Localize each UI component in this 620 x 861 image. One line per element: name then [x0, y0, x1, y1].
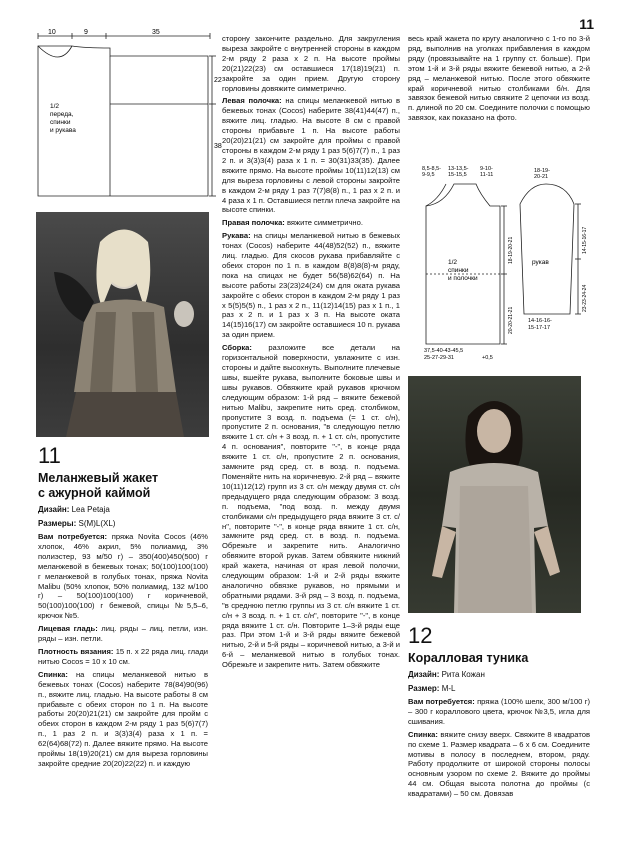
svg-text:18-19-20-21: 18-19-20-21	[508, 236, 514, 264]
project12-column	[408, 624, 590, 856]
size-line: Размер: M-L	[408, 684, 456, 693]
materials-paragraph: Вам потребуется: пряжа Novita Cocos (46% хлопок, 46% акрил, 5% полиамид, 3% полиэстер, 93 м/50 г) – 350(400)450(500) г меланжевой в бежевых тонах; 50(100)100(100) г меланжевой в голубых тонах, пряжа Novita Malibu (50% хлопок, 50% полиамид, 132 м/100 г) – 50(100)100(100) г коричневой, 50(100)100(100) г бежевой, спицы №5,5–6, крючок №5.	[38, 532, 208, 621]
project-title: Меланжевый жакет с ажурной каймой	[38, 471, 159, 500]
left-front-paragraph: Левая полочка: на спицы меланжевой нитью в бежевых тонах (Cocos) наберите 38(41)44(47) п., вяжите лиц. гладью. На высоте 8 см с правой стороны прибавьте 1 п. На высоте работы 20(20)21(21) см закройте для проймы с правой стороны в каждом 2-м ряду 1 раз 5(6)7(7) п., 1 раз 2 п. и 3(3)3(4) раза х 1 п. = 30(31)33(35). Далее вяжите прямо. На высоте проймы 10(11)12(13) см для выреза горловины с левой стороны закройте в каждом 2-м ряду 1 раз 7(7)8(8) п., 1 раз х 2 п. и 4 раза х 1 п. Оставшиеся петли плеча закройте на высоте спинки.	[222, 96, 400, 215]
svg-text:8,5-8,5-: 8,5-8,5-	[422, 166, 441, 172]
svg-text:13-13,5-: 13-13,5-	[448, 166, 469, 172]
svg-text:23-23-24-24: 23-23-24-24	[582, 284, 588, 312]
dim-label: 38	[214, 143, 222, 150]
svg-text:1/2: 1/2	[448, 259, 458, 266]
schema-label: 1/2	[50, 103, 60, 110]
designer-line: Дизайн: Lea Petaja	[38, 505, 110, 514]
instructions-column	[222, 34, 400, 854]
back-paragraph: Спинка: на спицы меланжевой нитью в бежевых тонах (Cocos) наберите 78(84)90(96) п., вяжите лиц. гладью. На высоте работы 8 см прибавьте с обеих сторон по 1 п. На высоте работы 20(20)21(21) см закройте для пройм с обеих сторон в каждом 2-м ряду 1 раз 5(6)7(7) п., 1 раз 2 п. и 3(3)3(4) раза х 1 п. = 62(64)68(72) п. Далее вяжите прямо. На высоте проймы 18(19)20(21) см для выреза горловины закройте средние 20(20)22(22) п. и каждую	[38, 669, 208, 768]
svg-text:25-27-29-31: 25-27-29-31	[424, 355, 454, 361]
sizes-line: Размеры: S(M)L(XL)	[38, 519, 116, 528]
right-front-paragraph: Правая полочка: вяжите симметрично.	[222, 218, 363, 228]
materials-paragraph: Вам потребуется: пряжа (100% шелк, 300 м/100 г) – 300 г кораллового цвета, крючок №3,5, игла для сшивания.	[408, 697, 590, 726]
svg-text:37,5-40-43-45,5: 37,5-40-43-45,5	[424, 348, 464, 354]
finishing-column	[408, 34, 590, 162]
svg-text:и полочки: и полочки	[448, 275, 478, 282]
svg-text:15-15,5: 15-15,5	[448, 172, 467, 178]
finishing-paragraph: весь край жакета по кругу аналогично с 1-го по 3-й ряд, выполнив на уголках прибавления в каждом ряду (провязывайте на 1 группу ст. больше). При этом 1-й и 3-й ряды вяжите бежевой нитью, а 2-й ряд – меланжевой нитью. После этого обвяжите край коричневой нитью столбиками б/н. Для завязок бежевой нитью свяжите 2 цепочки из возд. п. длиной по 20 см. Соедините полочки с помощью завязок, как показано на фото.	[408, 34, 590, 123]
svg-text:9-10-: 9-10-	[480, 166, 493, 172]
page-number: 11	[579, 16, 594, 32]
svg-text:18-19-: 18-19-	[534, 168, 550, 174]
project-title: Коралловая туника	[408, 651, 529, 665]
svg-text:20-21: 20-21	[534, 174, 549, 180]
pattern-schema-front-back-sleeve	[30, 28, 225, 200]
dim-label: 35	[152, 29, 160, 36]
svg-text:15-17-17: 15-17-17	[528, 325, 551, 331]
back-paragraph: Спинка: вяжите снизу вверх. Свяжите 8 квадратов по схеме 1. Размер квадрата – 6 х 6 см. Соедините мотивы в полосу в последнем, втором, ряду. Работу продолжите от широкой стороны полосы основным узором по схеме 2. Вяжите до проймы 44 см. Общая высота полотна до проймы (с квадратами) – 50 см. Довязав	[408, 729, 590, 799]
dim-label: 10	[48, 29, 56, 36]
schema-label: переда,	[50, 111, 74, 118]
schema-label: и рукава	[50, 127, 76, 134]
assembly-paragraph: Сборка: разложите все детали на горизонтальной поверхности, увлажните с изн. стороны и дайте высохнуть. Выполните плечевые швы, вшейте рукава, выполните боковые швы и швы рукавов. Обвяжите край рукавов крючком следующим образом: 1-й ряд – вяжите бежевой нитью Malibu, закрепите нить сред. столбиком, пропустите 3 возд. п. подъема (= 1 ст. с/н), пропустите 2 п. основания, "в следующую петлю вяжите 1 ст. с/н + 3 возд. п. + 1 ст. с/н, пропустите 4 п. основания", повторите "-", в конце ряда вяжите 1 ст. с/н, пропустите 2 п. основания, замкните ряд сред. ст. в возд. п. подъема. Поменяйте нить на коричневую. 2-й ряд – вяжите 10(11)12(12) групп из 3 ст. с/н между двумя ст. с/н предыдущего ряда следующим образом: 3 возд. п. подъема, "под возд. п. между двумя столбиками с/н предыдущего ряда вяжите 3 ст. с/н", повторите "-", в конце ряда вяжите 1 ст. с/н, замкните ряд сред. ст. в возд. п. подъема. Обрежьте и закрепите нить. Аналогично обвяжите второй рукав. Затем обвяжите нижний край жакета, начиная от края левой полочки, следующим образом: 1-й и 2-й ряды вяжите аналогично обвязке рукавов, но прямыми и обратными рядами. 3-й ряд – 3 возд. п. подъема, "в среднюю петлю группы из 3 ст. с/н вяжите 1 ст. с/н + 3 возд. п. + 1 ст. с/н", повторите "-", в конце ряда вяжите 1 ст. с/н. Повторите 1–3-й ряды еще раз. При этом 1-й и 3-й ряды вяжите бежевой нитью, 2-й и 5-й ряды – коричневой нитью, а 3-й и 6-й – меланжевой нитью в голубых тонах. Обрежьте и закрепите нить. Затем обвяжите	[222, 343, 400, 670]
svg-text:рукав: рукав	[532, 259, 549, 266]
photo-jacket-model	[36, 212, 209, 437]
svg-text:14-16-16-: 14-16-16-	[528, 318, 552, 324]
sleeves-paragraph: Рукава: на спицы меланжевой нитью в бежевых тонах (Cocos) наберите 44(48)52(52) п., вяжите лиц. гладью. Для скосов рукава прибавляйте с обеих сторон по 1 п. в каждом 8(8)8(8)-м ряду, пока на спицах не будет 56(58)62(64) п. На высоте работы 23(23)24(24) см для оката рукава закройте с обеих сторон в каждом 2-м ряду 1 раз х 5(5)5(5) п., 1 раз х 2 п., 11(12)14(15) раз х 1 п., 1 раз х 2 п. и 1 раз х 3 п. На высоте оката 14(15)16(17) см закройте оставшиеся 10 п. рукава за один прием.	[222, 231, 400, 340]
svg-text:20-20-21-21: 20-20-21-21	[508, 306, 514, 334]
pattern-schema-body-sleeve	[418, 164, 594, 364]
dim-label: 22	[214, 77, 222, 84]
svg-text:9-9,5: 9-9,5	[422, 172, 435, 178]
svg-text:14-15-16-17: 14-15-16-17	[582, 226, 588, 254]
svg-text:спинки: спинки	[448, 267, 469, 274]
designer-line: Дизайн: Рита Кожан	[408, 670, 485, 679]
svg-text:11-11: 11-11	[480, 172, 494, 178]
project-number: 12	[408, 624, 433, 648]
project-number: 11	[38, 444, 61, 468]
photo-tunic-model	[408, 376, 581, 613]
neckline-paragraph: сторону закончите раздельно. Для закругления выреза закройте с внутренней стороны в каждом 2-м ряду 2 раза х 2 п. На высоте проймы 20(21)22(23) см оставшиеся 17(18)19(21) п. закройте за один прием. Другую сторону горловины довяжите симметрично.	[222, 34, 400, 93]
schema-label: спинки	[50, 119, 71, 126]
density-paragraph: Плотность вязания: 15 п. х 22 ряда лиц. глади нитью Cocos = 10 х 10 см.	[38, 646, 208, 666]
svg-text:+0,5: +0,5	[482, 355, 493, 361]
face-stitch-paragraph: Лицевая гладь: лиц. ряды – лиц. петли, изн. ряды – изн. петли.	[38, 624, 208, 644]
dim-label: 9	[84, 29, 88, 36]
